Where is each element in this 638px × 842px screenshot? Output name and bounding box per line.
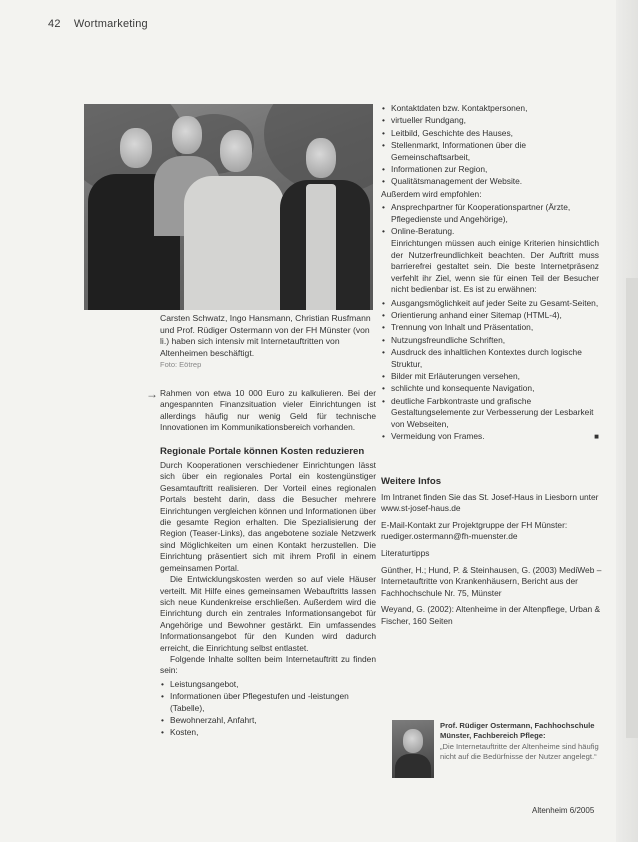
right-column [381,101,599,443]
list-item: • Ansprechpartner für Kooperationspartner (Ärzte, Pflegedienste und Angehörige), [391,202,599,225]
quote-body: „Die Internetauftritte der Altenheime sind häufig nicht auf die Bedürfnisse der Nutzer angelegt.“ [440,741,599,762]
content-list-mid [381,202,599,237]
list-item: • Leitbild, Geschichte des Hauses, [391,128,599,139]
list-item: • Qualitätsmanagement der Website. [391,176,599,187]
section-title: Wortmarketing [73,18,148,30]
info-paragraph: E-Mail-Kontakt zur Projektgruppe der FH Münster: ruediger.ostermann@fh-muenster.de [381,519,568,542]
further-info-box [381,476,603,633]
list-item: • virtueller Rundgang, [391,115,599,126]
list-item: • Kontaktdaten bzw. Kontaktpersonen, [391,103,599,114]
avatar [392,720,434,778]
further-info-heading: Weitere Infos [381,476,442,487]
paragraph-3: Folgende Inhalte sollten beim Internetauftritt zu finden sein: [160,653,376,676]
list-item: • Ausgangsmöglichkeit auf jeder Seite zu Gesamt-Seiten, [391,298,599,309]
quote-text [440,721,604,763]
list-item: • Informationen zur Region, [391,164,599,175]
list-item: • Orientierung anhand einer Sitemap (HTML-4), [391,310,599,321]
list-item: • Leistungsangebot, [170,679,376,690]
list-item: • Ausdruck des inhaltlichen Kontextes durch logische Struktur, [391,347,599,370]
content-list [160,679,376,739]
page-tab [626,278,638,738]
list-item: • deutliche Farbkontraste und grafische Gestaltungselemente zur Verbesserung der Lesbarkeit von Webseiten, [391,396,599,430]
page-header [48,18,148,30]
photo-credit: Foto: Eötrep [160,360,202,370]
section-heading: Regionale Portale können Kosten reduzieren [160,445,365,457]
info-paragraph: Weyand, G. (2002): Altenheime in der Altenpflege, Urban & Fischer, 160 Seiten [381,604,601,626]
info-paragraph: Literaturtipps [381,547,430,558]
list-item: • Trennung von Inhalt und Präsentation, [391,322,599,333]
list-item: • Bilder mit Erläuterungen versehen, [391,371,599,382]
list-item: • Informationen über Pflegestufen und -leistungen (Tabelle), [170,691,376,714]
list-item: • Nutzungsfreundliche Schriften, [391,335,599,346]
photo-caption: Carsten Schwatz, Ingo Hansmann, Christian Rusfmann und Prof. Rüdiger Ostermann von der FH Münster (von li.) haben sich intensiv mit Internetauftritten von Altenheimen beschäftigt. Foto: Eötrep [160,313,371,370]
end-mark-icon: ■ [594,431,599,441]
group-photo [84,104,373,310]
list-item: • Online-Beratung. [391,226,599,237]
page-number: 42 [48,18,61,30]
info-paragraph: Günther, H.; Hund, P. & Steinhausen, G. (2003) MediWeb – Internetauftritte von Krankenhäusern, Bericht aus der Fachhochschule Nr. 75, Münster [381,564,602,598]
quote-author: Prof. Rüdiger Ostermann, Fachhochschule Münster, Fachbereich Pflege: [440,721,595,741]
page-footer: Altenheim 6/2005 [532,806,595,815]
intro-paragraph: Rahmen von etwa 10 000 Euro zu kalkulieren. Bei der angespannten Finanzsituation vieler Einrichtungen ist allerdings häufig nur wenig Geld für technische Innovationen im Kommunikationsbereich vorhanden. [160,388,376,433]
list-item: • Stellenmarkt, Informationen über die Gemeinschaftsarbeit, [391,140,599,163]
paragraph-1: Durch Kooperationen verschiedener Einrichtungen lässt sich über ein regionales Portal ein kostengünstiger Gesamtauftritt realisieren. Der Vorteil eines regionalen Portals besteht darin, dass die Besucher mehrere Einrichtungen vergleichen können und Informationen über die gesamte Region erhalten. Die Spezialisierung der Region (Teaser-Links), das angebotene soziale Netzwerk sind Möglichkeiten um einen Kontakt herzustellen. Die Einrichtung präsentiert sich mit ihrem Profil in einem gemeinsamen Portal. [160,460,376,573]
list-item: • schlichte und konsequente Navigation, [391,383,599,394]
list-item: • Vermeidung von Frames. ■ [391,431,599,442]
content-list-bottom [381,298,599,443]
usability-paragraph: Einrichtungen müssen auch einige Kriterien hinsichtlich der Nutzerfreundlichkeit beachten. Der Auftritt muss barrierefrei gestaltet sein. Die beste Internetpräsenz verfehlt ihr Ziel, wenn sie für einen Teil der Besucher nicht bedienbar ist. Es ist zu erwähnen: [391,238,599,295]
continue-arrow-icon: → [146,387,158,401]
list-item: • Kosten, [170,727,376,738]
quote-box [392,720,602,784]
left-column [160,388,376,740]
paragraph-2: Die Entwicklungskosten werden so auf viele Häuser verteilt. Mit Hilfe eines gemeinsamen Webauftritts lassen sich neue Kundenkreise erschließen. Außerdem wird die Einrichtung durch ein zentrales Informationsangebot für Angehörige und Bewohner gestärkt. Ein umfassendes Informationsangebot für den Kunden wird dadurch erreicht, die Einrichtung selbst entlastet. [160,574,376,653]
content-list-top [381,103,599,188]
list-item: • Bewohnerzahl, Anfahrt, [170,715,376,726]
info-paragraph: Im Intranet finden Sie das St. Josef-Haus in Liesborn unter www.st-josef-haus.de [381,491,599,514]
plain-line: Außerdem wird empfohlen: [381,188,482,199]
